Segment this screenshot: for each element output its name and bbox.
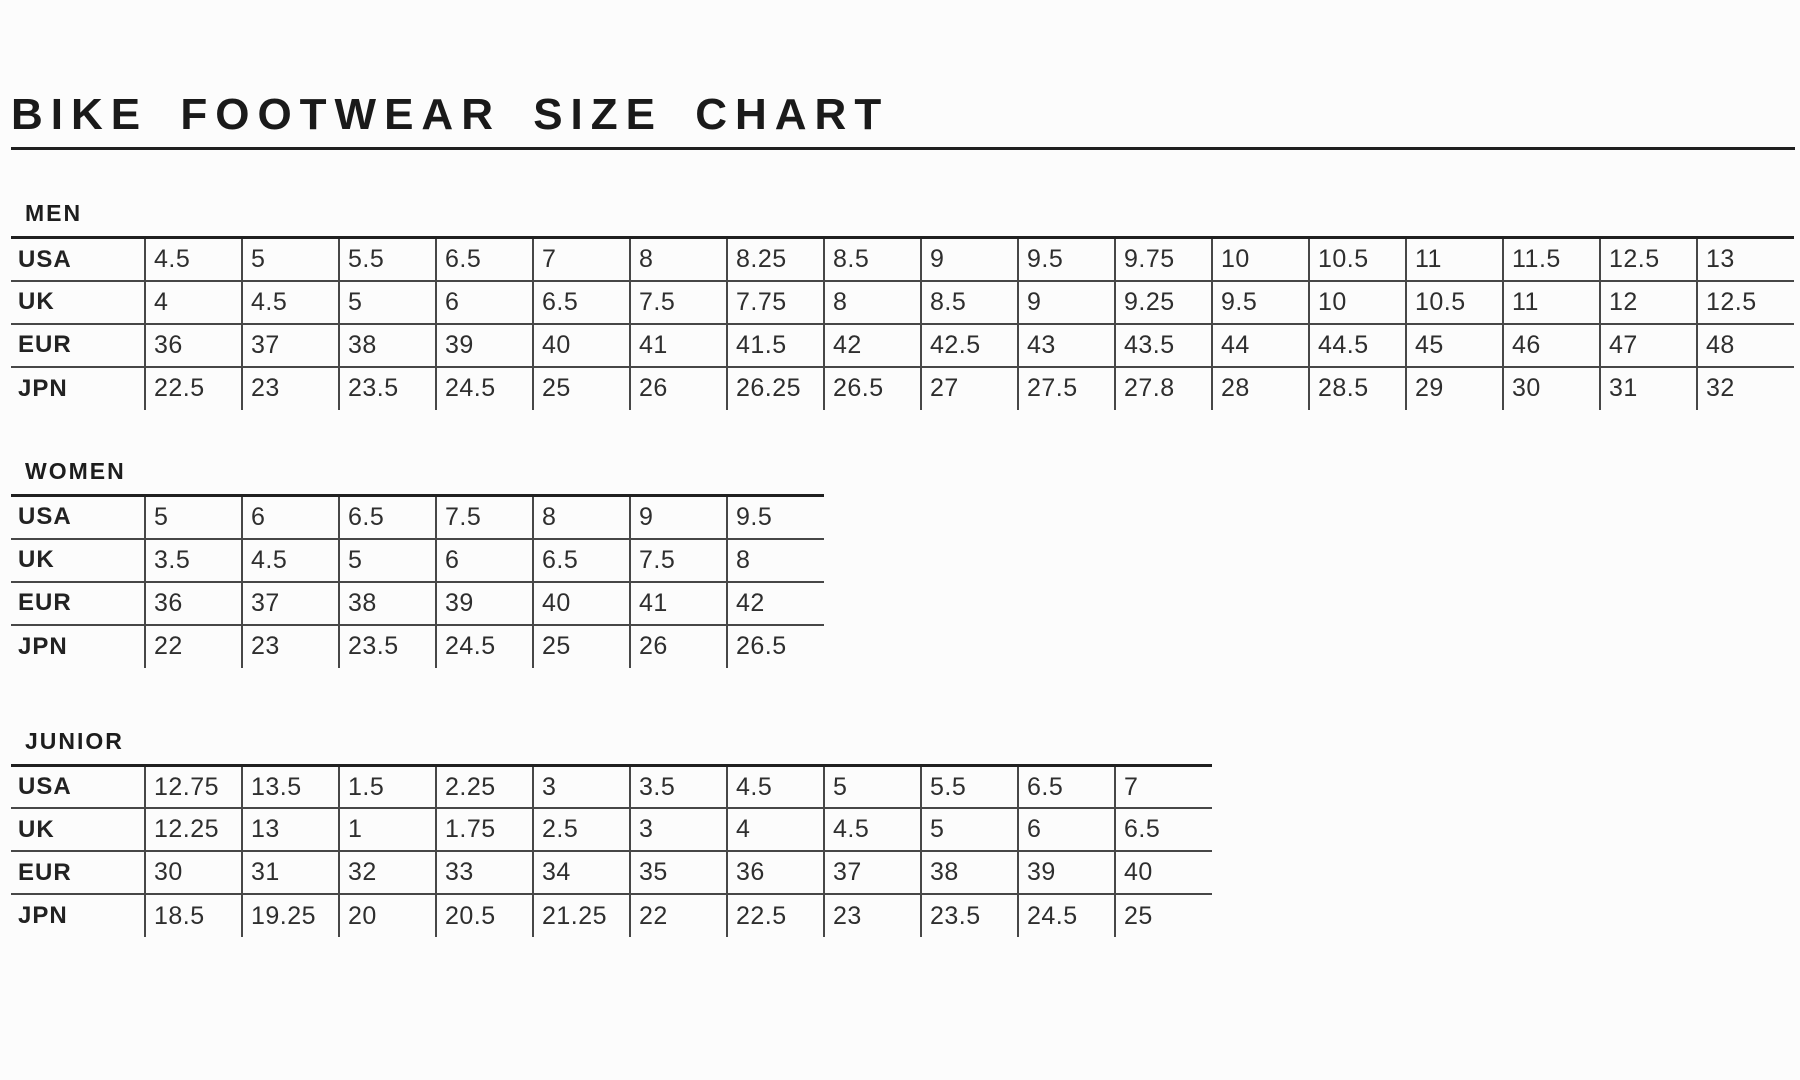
size-cell: 40	[1115, 851, 1212, 894]
table-row-eur	[11, 582, 824, 625]
size-cell: 7	[1115, 765, 1212, 808]
size-cell: 24.5	[1018, 894, 1115, 937]
size-cell: 23	[242, 367, 339, 410]
size-cell: 39	[436, 324, 533, 367]
size-cell: 9.5	[727, 496, 824, 539]
size-cell: 25	[533, 367, 630, 410]
size-cell: 32	[1697, 367, 1794, 410]
size-cell: 29	[1406, 367, 1503, 410]
size-cell: 10	[1309, 281, 1406, 324]
row-label: USA	[18, 503, 72, 531]
size-cell: 38	[921, 851, 1018, 894]
size-table-junior	[11, 764, 1212, 938]
size-cell: 6	[1018, 808, 1115, 851]
size-cell: 36	[145, 324, 242, 367]
size-cell: 13	[1697, 238, 1794, 281]
size-cell: 27.5	[1018, 367, 1115, 410]
size-cell: 40	[533, 324, 630, 367]
size-cell: 4	[727, 808, 824, 851]
size-cell: 42	[727, 582, 824, 625]
size-cell: 12.5	[1600, 238, 1697, 281]
size-section-junior	[11, 729, 1800, 938]
size-cell: 1	[339, 808, 436, 851]
size-cell: 42	[824, 324, 921, 367]
size-cell: 23.5	[339, 367, 436, 410]
size-cell: 26.5	[824, 367, 921, 410]
size-cell: 6	[436, 281, 533, 324]
size-cell: 4.5	[727, 765, 824, 808]
size-cell: 25	[1115, 894, 1212, 937]
row-label: JPN	[11, 894, 145, 937]
size-cell: 5.5	[921, 765, 1018, 808]
row-label: USA	[18, 773, 72, 801]
size-cell: 26	[630, 367, 727, 410]
size-cell: 6.5	[436, 238, 533, 281]
size-cell: 8	[533, 496, 630, 539]
table-row-uk	[11, 281, 1794, 324]
table-row-usa	[11, 238, 1794, 281]
size-cell: 3	[533, 765, 630, 808]
size-cell: 8	[630, 238, 727, 281]
size-cell: 25	[533, 625, 630, 668]
size-cell: 48	[1697, 324, 1794, 367]
size-cell: 37	[242, 324, 339, 367]
size-cell: 12.5	[1697, 281, 1794, 324]
size-section-men	[11, 201, 1800, 410]
size-cell: 39	[1018, 851, 1115, 894]
size-cell: 37	[242, 582, 339, 625]
size-cell: 10.5	[1406, 281, 1503, 324]
size-cell: 4	[145, 281, 242, 324]
row-label: JPN	[11, 625, 145, 668]
row-label: UK	[11, 808, 145, 851]
size-cell: 5	[824, 765, 921, 808]
size-cell: 8	[824, 281, 921, 324]
row-label: EUR	[11, 324, 145, 367]
table-row-usa	[11, 496, 824, 539]
size-cell: 9	[921, 238, 1018, 281]
section-label-women: WOMEN	[25, 457, 126, 484]
size-cell: 13	[242, 808, 339, 851]
size-cell: 12.75	[145, 765, 242, 808]
size-cell: 30	[145, 851, 242, 894]
size-section-women	[11, 459, 1800, 668]
size-cell: 28	[1212, 367, 1309, 410]
size-cell: 5	[921, 808, 1018, 851]
page-title: BIKE FOOTWEAR SIZE CHART	[11, 90, 890, 139]
table-row-jpn	[11, 894, 1212, 937]
size-cell: 40	[533, 582, 630, 625]
section-label-men: MEN	[25, 200, 83, 226]
size-cell: 9.5	[1018, 238, 1115, 281]
size-cell: 8.5	[921, 281, 1018, 324]
size-table-sections	[11, 201, 1800, 937]
size-cell: 13.5	[242, 765, 339, 808]
size-cell: 27	[921, 367, 1018, 410]
size-cell: 12	[1600, 281, 1697, 324]
size-cell: 39	[436, 582, 533, 625]
size-cell: 27.8	[1115, 367, 1212, 410]
size-cell: 38	[339, 324, 436, 367]
size-cell: 9	[1018, 281, 1115, 324]
size-cell: 43.5	[1115, 324, 1212, 367]
size-cell: 22.5	[145, 367, 242, 410]
size-cell: 23	[242, 625, 339, 668]
size-cell: 2.25	[436, 765, 533, 808]
size-cell: 4.5	[145, 238, 242, 281]
size-cell: 26.5	[727, 625, 824, 668]
size-cell: 8.25	[727, 238, 824, 281]
size-cell: 44.5	[1309, 324, 1406, 367]
size-cell: 11.5	[1503, 238, 1600, 281]
size-table-men	[11, 236, 1794, 410]
size-cell: 6	[242, 496, 339, 539]
size-cell: 26.25	[727, 367, 824, 410]
size-cell: 7	[533, 238, 630, 281]
size-cell: 31	[242, 851, 339, 894]
table-row-eur	[11, 324, 1794, 367]
row-label: USA	[18, 245, 72, 273]
size-cell: 4.5	[824, 808, 921, 851]
table-row-eur	[11, 851, 1212, 894]
row-label: UK	[11, 539, 145, 582]
size-cell: 36	[727, 851, 824, 894]
size-cell: 23	[824, 894, 921, 937]
row-label: UK	[11, 281, 145, 324]
row-label: EUR	[11, 582, 145, 625]
size-cell: 5	[339, 281, 436, 324]
size-cell: 5.5	[339, 238, 436, 281]
size-cell: 24.5	[436, 367, 533, 410]
size-cell: 3	[630, 808, 727, 851]
size-cell: 23.5	[921, 894, 1018, 937]
size-cell: 31	[1600, 367, 1697, 410]
table-row-jpn	[11, 625, 824, 668]
section-label-junior: JUNIOR	[25, 727, 124, 754]
size-cell: 6	[436, 539, 533, 582]
table-row-jpn	[11, 367, 1794, 410]
size-cell: 47	[1600, 324, 1697, 367]
table-row-usa	[11, 765, 1212, 808]
size-cell: 35	[630, 851, 727, 894]
size-cell: 6.5	[1018, 765, 1115, 808]
size-cell: 41	[630, 582, 727, 625]
size-cell: 22	[630, 894, 727, 937]
size-cell: 21.25	[533, 894, 630, 937]
size-cell: 9.5	[1212, 281, 1309, 324]
size-cell: 44	[1212, 324, 1309, 367]
size-cell: 7.5	[436, 496, 533, 539]
size-cell: 10	[1212, 238, 1309, 281]
size-cell: 18.5	[145, 894, 242, 937]
size-cell: 9	[630, 496, 727, 539]
size-cell: 6.5	[533, 281, 630, 324]
size-cell: 46	[1503, 324, 1600, 367]
size-cell: 26	[630, 625, 727, 668]
size-cell: 8.5	[824, 238, 921, 281]
size-cell: 34	[533, 851, 630, 894]
size-cell: 32	[339, 851, 436, 894]
size-cell: 30	[1503, 367, 1600, 410]
size-cell: 10.5	[1309, 238, 1406, 281]
size-cell: 3.5	[145, 539, 242, 582]
size-cell: 5	[339, 539, 436, 582]
size-cell: 7.5	[630, 281, 727, 324]
table-row-uk	[11, 808, 1212, 851]
size-cell: 1.5	[339, 765, 436, 808]
size-cell: 41	[630, 324, 727, 367]
size-cell: 4.5	[242, 539, 339, 582]
size-cell: 9.25	[1115, 281, 1212, 324]
size-cell: 7.75	[727, 281, 824, 324]
size-table-women	[11, 494, 824, 668]
size-cell: 11	[1406, 238, 1503, 281]
size-cell: 5	[145, 496, 242, 539]
size-cell: 42.5	[921, 324, 1018, 367]
size-cell: 22.5	[727, 894, 824, 937]
size-cell: 33	[436, 851, 533, 894]
size-cell: 24.5	[436, 625, 533, 668]
size-cell: 11	[1503, 281, 1600, 324]
size-cell: 3.5	[630, 765, 727, 808]
size-cell: 7.5	[630, 539, 727, 582]
size-cell: 8	[727, 539, 824, 582]
size-cell: 23.5	[339, 625, 436, 668]
size-cell: 43	[1018, 324, 1115, 367]
size-cell: 20	[339, 894, 436, 937]
size-cell: 45	[1406, 324, 1503, 367]
size-cell: 1.75	[436, 808, 533, 851]
size-cell: 19.25	[242, 894, 339, 937]
size-cell: 41.5	[727, 324, 824, 367]
size-cell: 6.5	[1115, 808, 1212, 851]
size-cell: 20.5	[436, 894, 533, 937]
size-cell: 12.25	[145, 808, 242, 851]
row-label: EUR	[11, 851, 145, 894]
size-cell: 4.5	[242, 281, 339, 324]
size-cell: 9.75	[1115, 238, 1212, 281]
size-chart-page	[0, 90, 1800, 937]
size-cell: 6.5	[533, 539, 630, 582]
size-cell: 28.5	[1309, 367, 1406, 410]
size-cell: 6.5	[339, 496, 436, 539]
size-cell: 2.5	[533, 808, 630, 851]
table-row-uk	[11, 539, 824, 582]
size-cell: 5	[242, 238, 339, 281]
size-cell: 37	[824, 851, 921, 894]
size-cell: 22	[145, 625, 242, 668]
title-underline	[11, 147, 1795, 150]
size-cell: 38	[339, 582, 436, 625]
row-label: JPN	[11, 367, 145, 410]
size-cell: 36	[145, 582, 242, 625]
